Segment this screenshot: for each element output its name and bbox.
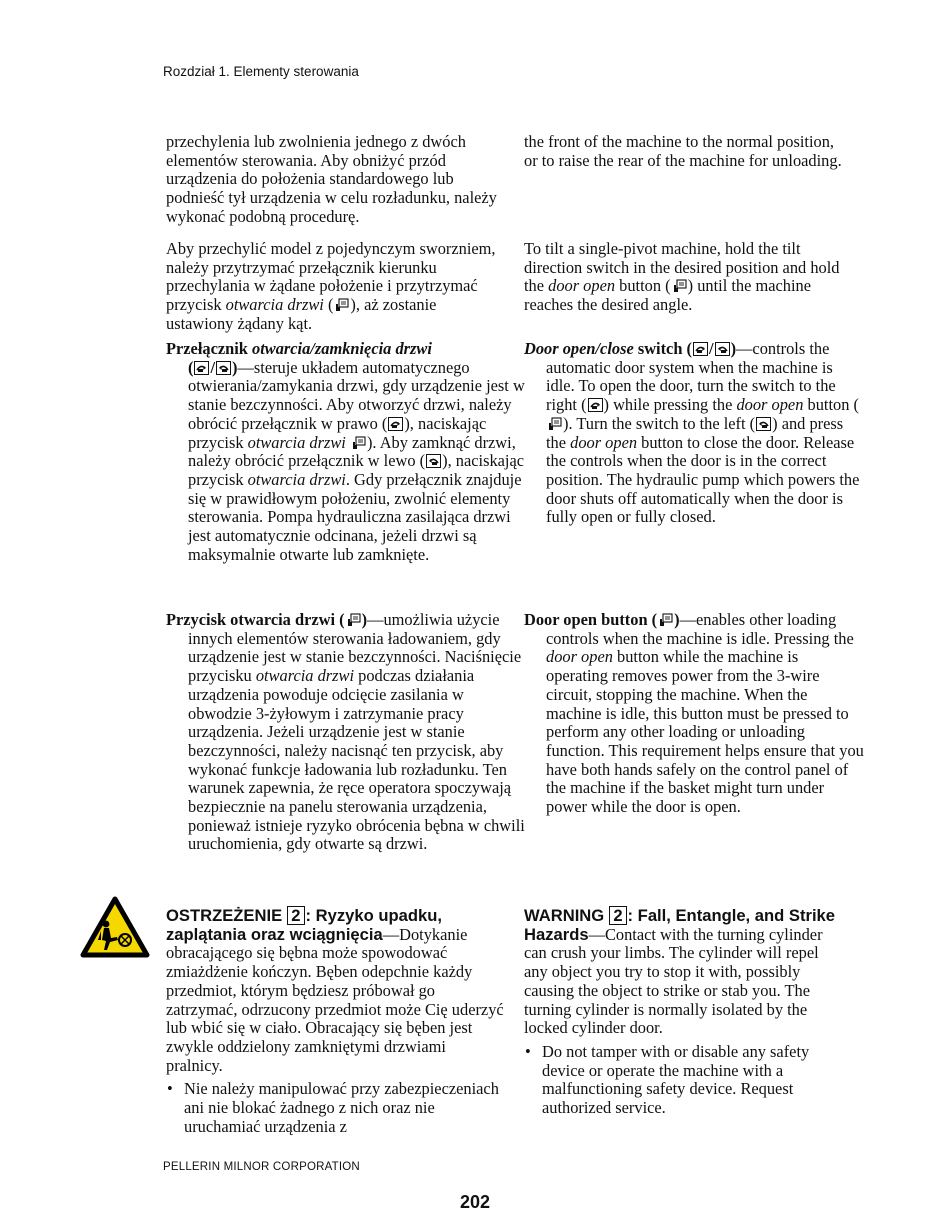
door-switch-pl-title: Przełącznik otwarcia/zamknięcia drzwi [166,339,432,358]
page-number: 202 [459,1192,491,1212]
warning-pl-label: OSTRZEŻENIE [166,906,283,925]
switch-right-icon [693,342,708,356]
warning-en-body: —Contact with the turning cylinder can crush your limbs. The cylinder will repel any object you try to stop it with, possibly causing the object to strike or stab you. The turning cylinder is normally isolated by the locked cylinder door. [524,924,823,1038]
door-switch-pl: Przełącznik otwarcia/zamknięcia drzwi ( / )—steruje układem automatycznego otwierania/zamykania drzwi, gdy urządzenie jest w stanie bezczynności. Aby otworzyć drzwi, należy obrócić przełącznik w prawo ( ), naciskając przycisk otwarcia drzwi ). Aby zamknąć drzwi, należy obrócić przełącznik w lewo ( ), naciskając przycisk otwarcia drzwi. Gdy przełącznik znajduje się w prawidłowym położeniu, zwolnić elementy sterowania. Pompa hydrauliczna zasilająca drzwi jest automatycznie odcinana, jeżeli drzwi są maksymalnie otwarte lub zamknięte. [166,339,525,564]
single-pivot-pl: Aby przechylić model z pojedynczym sworzniem, należy przytrzymać przełącznik kierunku przechylania w żądane położenie i przytrzymać przycisk otwarcia drzwi ( ), aż zostanie ustawiony żądany kąt. [166,239,496,333]
door-open-button-icon [658,613,673,627]
warning-pl-bullets [166,1080,504,1136]
switch-left-icon [426,454,441,468]
switch-left-icon [715,342,730,356]
warning-en-label: WARNING [524,906,605,925]
warning-number-box: 2 [609,906,626,925]
door-open-button-icon [334,298,349,312]
warning-pl-body: —Dotykanie obracającego się bębna może spowodować zmiażdżenie kończyn. Bęben odepchnie każdy przedmiot, którym będziesz próbował go zatrzymać, odrzucony przedmiot może Cię uderzyć lub wbić się w ciało. Obracający się bęben jest zwykle oddzielony zamkniętymi drzwiami pralnicy. [166,924,504,1075]
tilt-intro-en: the front of the machine to the normal position, or to raise the rear of the machine for unloading. [524,132,842,170]
door-open-button-icon [672,279,687,293]
switch-left-icon [216,361,231,375]
switch-right-icon [388,417,403,431]
door-switch-en-title: Door open/close switch ( / ) [524,339,737,358]
list-item: • Do not tamper with or disable any safety device or operate the machine with a malfunctioning safety device. Request authorized service. [524,1043,842,1118]
tilt-intro-pl: przechylenia lub zwolnienia jednego z dwóch elementów sterowania. Aby obniżyć przód urządzenia do położenia standardowego lub podnieść tył urządzenia w celu rozładunku, należy wykonać podobną procedurę. [166,132,497,226]
door-button-en: Door open button ( )—enables other loading controls when the machine is idle. Pressing the door open button while the machine is operating removes power from the 3-wire circuit, stopping the machine. When the machine is idle, this button must be pressed to perform any other loading or unloading function. This requirement helps ensure that you have both hands safely on the control panel of the machine if the basket might turn under power while the door is open. [524,610,864,817]
switch-right-icon [194,361,209,375]
footer-company: PELLERIN MILNOR CORPORATION [163,1161,360,1173]
switch-right-icon [588,398,603,412]
warning-number-box: 2 [287,906,304,925]
door-button-pl: Przycisk otwarcia drzwi ( )—umożliwia użycie innych elementów sterowania ładowaniem, gdy urządzenie jest w stanie bezczynności. Naciśnięcie przycisku otwarcia drzwi podczas działania urządzenia powoduje odcięcie zasilania w obwodzie 3-żyłowym i zatrzymanie pracy urządzenia. Jeżeli urządzenie jest w stanie bezczynności, należy nacisnąć ten przycisk, aby wykonać funkcje ładowania lub rozładunku. Ten warunek zapewnia, że ręce operatora spoczywają bezpiecznie na panelu sterowania urządzenia, ponieważ istnieje ryzyko obrócenia bębna w chwili uruchomienia, gdy otwarte są drzwi. [166,610,525,854]
running-header: Rozdział 1. Elementy sterowania [163,64,359,79]
switch-left-icon [756,417,771,431]
list-item: • Nie należy manipulować przy zabezpieczeniach ani nie blokać żadnego z nich oraz nie uruchamiać urządzenia z [166,1080,504,1136]
door-switch-en: Door open/close switch ( / )—controls the automatic door system when the machine is idle. To open the door, turn the switch to the right ( ) while pressing the door open button ( ). Turn the switch to the left ( ) and press the door open button to close the door. Release the controls when the door is in the correct position. The hydraulic pump which powers the door shuts off automatically when the door is fully open or fully closed. [524,339,860,527]
warning-en: WARNING 2 : Fall, Entangle, and Strike Hazards—Contact with the turning cylinder can crush your limbs. The cylinder will repel any object you try to stop it with, possibly causing the object to strike or stab you. The turning cylinder is normally isolated by the locked cylinder door. • Do not tamper with or disable any safety device or operate the machine with a malfunctioning safety device. Request authorized service. [524,906,842,1118]
door-open-button-icon [547,417,562,431]
entanglement-warning-triangle-icon [80,896,150,958]
warning-en-bullets [524,1043,842,1118]
single-pivot-en: To tilt a single-pivot machine, hold the tilt direction switch in the desired position and hold the door open button ( ) until the machine reaches the desired angle. [524,239,840,315]
door-open-button-icon [351,436,366,450]
door-open-button-icon [346,613,361,627]
warning-pl: OSTRZEŻENIE 2 : Ryzyko upadku, zaplątania oraz wciągnięcia—Dotykanie obracającego się bębna może spowodować zmiażdżenie kończyn. Bęben odepchnie każdy przedmiot, którym będziesz próbował go zatrzymać, odrzucony przedmiot może Cię uderzyć lub wbić się w ciało. Obracający się bęben jest zwykle oddzielony zamkniętymi drzwiami pralnicy. • Nie należy manipulować przy zabezpieczeniach ani nie blokać żadnego z nich oraz nie uruchamiać urządzenia z [166,906,504,1136]
